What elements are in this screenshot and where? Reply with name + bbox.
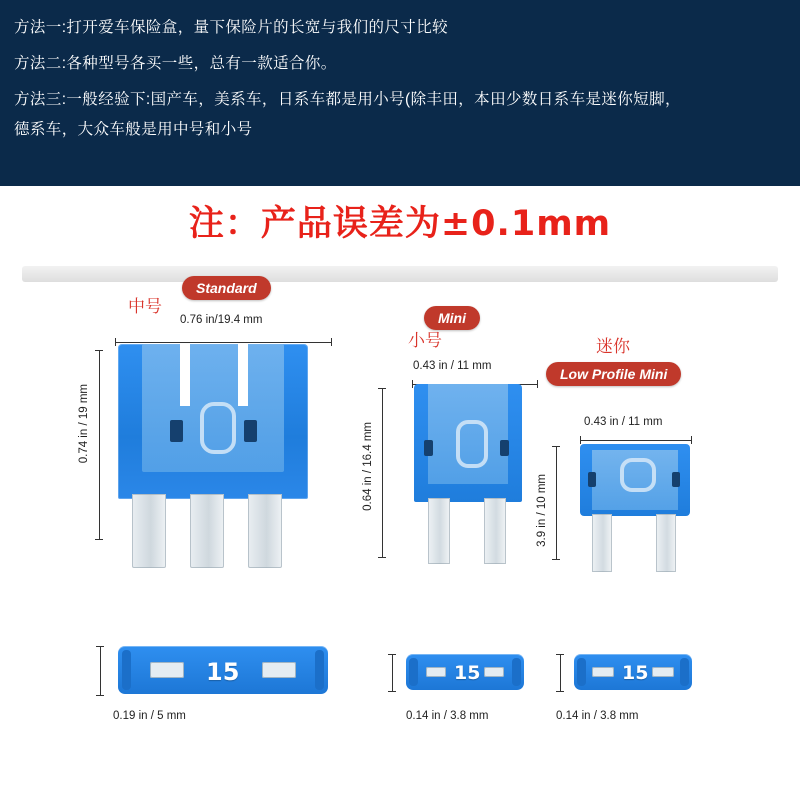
lowprofile-height-bar bbox=[552, 446, 560, 560]
lowprofile-flat-rating: 15 bbox=[622, 662, 649, 684]
mini-flat-cap-left bbox=[409, 658, 418, 686]
mini-fuse-leg-left bbox=[428, 498, 450, 564]
lowprofile-fuse-leg-left bbox=[592, 514, 612, 572]
lowprofile-fuse-shell bbox=[580, 444, 690, 516]
standard-flat-rating: 15 bbox=[206, 658, 240, 686]
standard-badge: Standard bbox=[182, 276, 271, 300]
lowprofile-flat-cap-right bbox=[680, 658, 689, 686]
lowprofile-flat-view bbox=[574, 654, 692, 690]
standard-fuse-leg-mid bbox=[190, 494, 224, 568]
standard-fuse-slot-left bbox=[170, 420, 183, 442]
standard-fuse-leg-left bbox=[132, 494, 166, 568]
mini-flat-window-left bbox=[426, 667, 446, 677]
mini-fuse-slot-right bbox=[500, 440, 509, 456]
standard-flat-window-right bbox=[262, 662, 296, 678]
lowprofile-flat-window-left bbox=[592, 667, 614, 677]
fuse-size-diagram bbox=[0, 258, 800, 800]
mini-flat-rating: 15 bbox=[454, 662, 481, 684]
standard-fuse-slot-right bbox=[244, 420, 257, 442]
standard-flat-cap-right bbox=[315, 650, 324, 690]
standard-fuse-shell bbox=[118, 344, 308, 499]
standard-fuse-element bbox=[200, 402, 236, 454]
lowprofile-thickness-dim: 0.14 in / 3.8 mm bbox=[556, 710, 639, 722]
mini-flat-view bbox=[406, 654, 524, 690]
instructions-panel bbox=[0, 0, 800, 186]
standard-width-dim: 0.76 in/19.4 mm bbox=[180, 314, 263, 326]
lowprofile-badge: Low Profile Mini bbox=[546, 362, 681, 386]
instruction-line-3b: 德系车，大众车般是用中号和小号 bbox=[14, 121, 253, 139]
mini-cn-label: 小号 bbox=[408, 331, 442, 351]
lowprofile-width-dim: 0.43 in / 11 mm bbox=[584, 416, 663, 428]
standard-flat-view bbox=[118, 646, 328, 694]
tolerance-notice: 注：产品误差为±0.1mm bbox=[188, 204, 612, 244]
shelf-line bbox=[22, 266, 778, 282]
lowprofile-fuse-leg-right bbox=[656, 514, 676, 572]
standard-fuse-body bbox=[118, 344, 314, 574]
mini-height-dim: 0.64 in / 16.4 mm bbox=[362, 422, 374, 511]
mini-flat-window-right bbox=[484, 667, 504, 677]
instruction-line-2: 方法二:各种型号各买一些，总有一款适合你。 bbox=[14, 55, 337, 73]
standard-height-bar bbox=[95, 350, 103, 540]
standard-fuse-gap-left bbox=[180, 344, 190, 406]
mini-fuse-slot-left bbox=[424, 440, 433, 456]
standard-cn-label: 中号 bbox=[128, 297, 162, 317]
mini-fuse-body bbox=[414, 384, 534, 574]
standard-height-dim: 0.74 in / 19 mm bbox=[78, 384, 90, 464]
mini-fuse-element bbox=[456, 420, 488, 468]
standard-thickness-bar bbox=[96, 646, 104, 696]
mini-thickness-dim: 0.14 in / 3.8 mm bbox=[406, 710, 489, 722]
standard-fuse-gap-right bbox=[238, 344, 248, 406]
lowprofile-flat-window-right bbox=[652, 667, 674, 677]
lowprofile-fuse-slot-right bbox=[672, 472, 680, 487]
standard-thickness-dim: 0.19 in / 5 mm bbox=[113, 710, 186, 722]
lowprofile-thickness-bar bbox=[556, 654, 564, 692]
mini-height-bar bbox=[378, 388, 386, 558]
lowprofile-height-dim: 3.9 in / 10 mm bbox=[536, 474, 548, 547]
instruction-line-3a: 方法三:一般经验下:国产车，美系车，日系车都是用小号(除丰田，本田少数日系车是迷你短脚， bbox=[14, 91, 681, 109]
mini-width-dim: 0.43 in / 11 mm bbox=[413, 360, 492, 372]
lowprofile-fuse-element bbox=[620, 458, 656, 492]
mini-fuse-shell bbox=[414, 384, 522, 502]
mini-flat-cap-right bbox=[512, 658, 521, 686]
instruction-line-1: 方法一:打开爱车保险盒，量下保险片的长宽与我们的尺寸比较 bbox=[14, 19, 449, 36]
standard-fuse-leg-right bbox=[248, 494, 282, 568]
lowprofile-fuse-body bbox=[580, 444, 692, 576]
mini-badge: Mini bbox=[424, 306, 480, 330]
standard-flat-window-left bbox=[150, 662, 184, 678]
instruction-line-3 bbox=[14, 88, 786, 142]
lowprofile-width-bar bbox=[580, 436, 692, 444]
lowprofile-fuse-slot-left bbox=[588, 472, 596, 487]
standard-flat-cap-left bbox=[122, 650, 131, 690]
mini-thickness-bar bbox=[388, 654, 396, 692]
lowprofile-flat-cap-left bbox=[577, 658, 586, 686]
lowprofile-cn-label: 迷你 bbox=[596, 337, 630, 357]
mini-fuse-leg-right bbox=[484, 498, 506, 564]
